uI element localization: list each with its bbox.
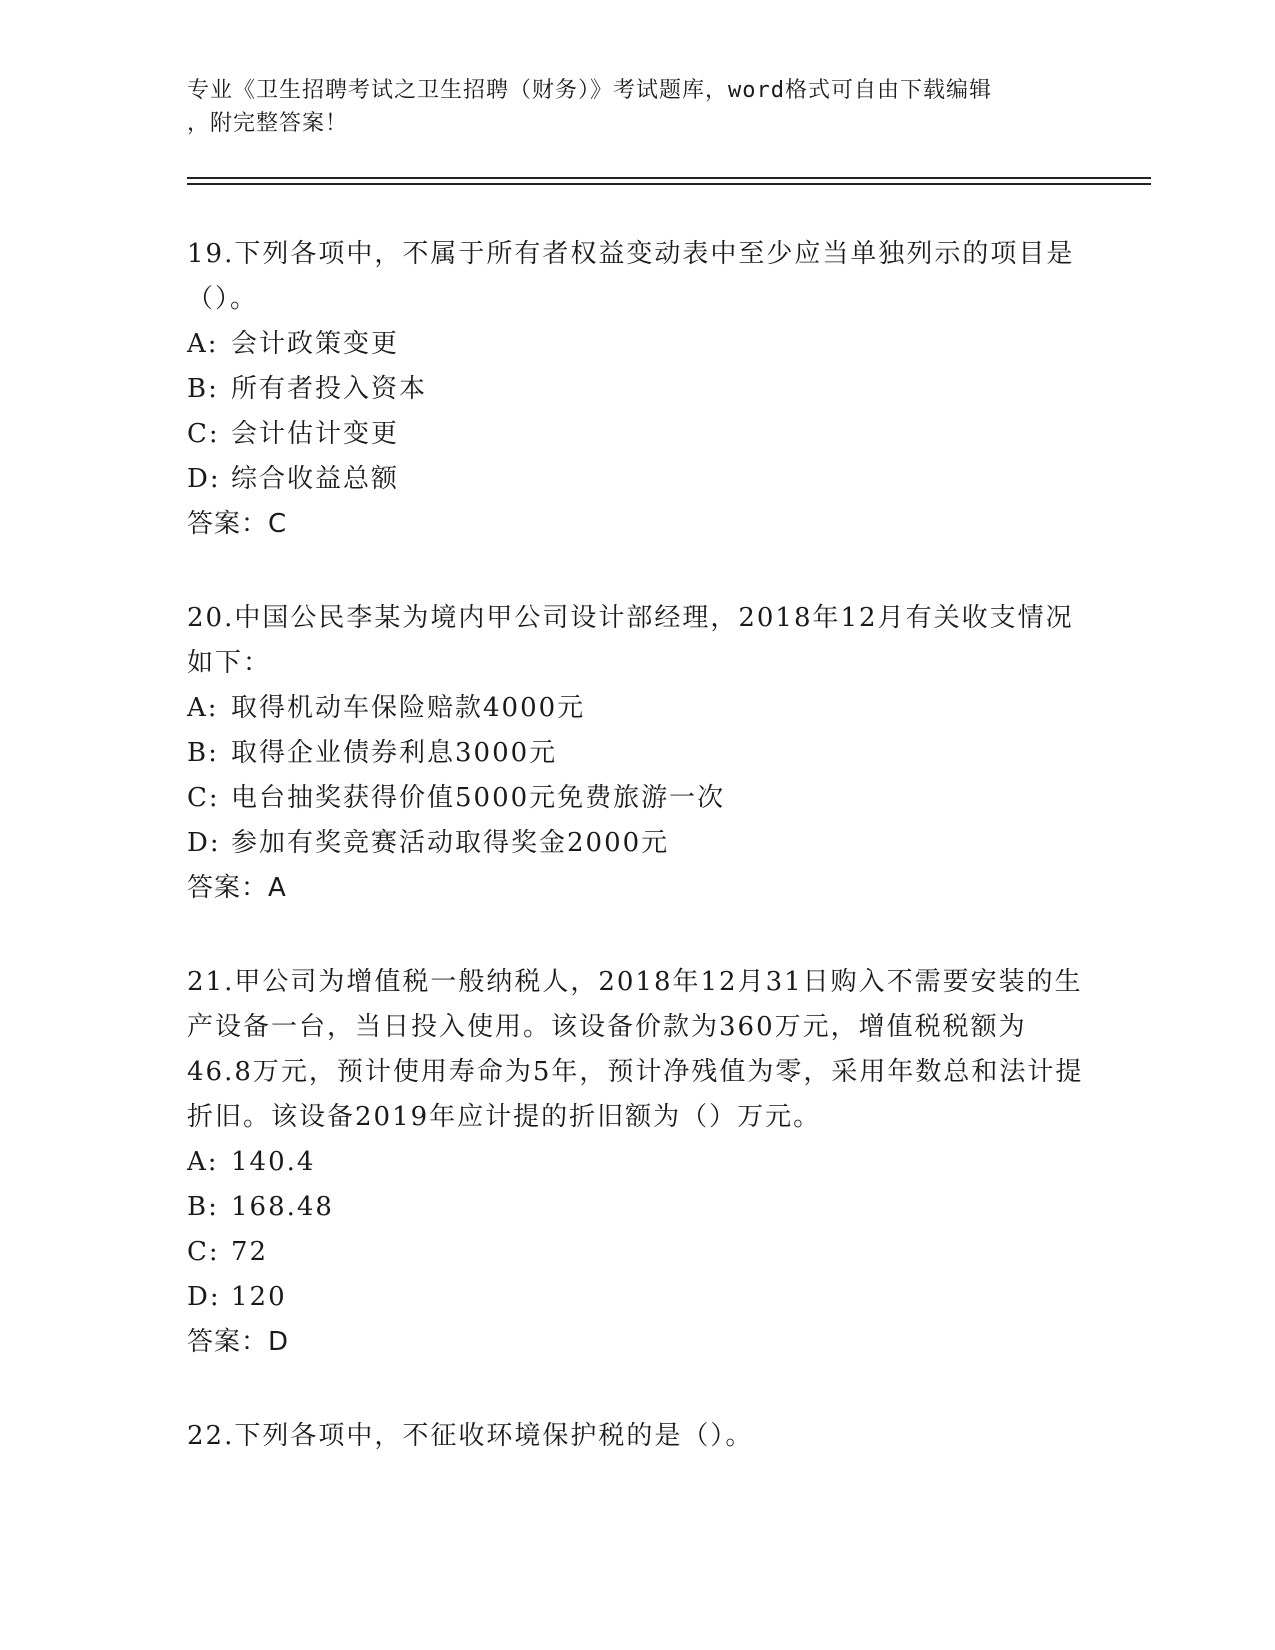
- option-letter: A:: [187, 693, 219, 723]
- question-stem: 20.中国公民李某为境内甲公司设计部经理，2018年12月有关收支情况如下：: [187, 603, 1074, 678]
- option-a: [187, 686, 1087, 731]
- header-line-2: ，附完整答案！: [187, 111, 349, 136]
- answer-line: 答案：C: [187, 509, 288, 539]
- option-a: [187, 1140, 1087, 1185]
- option-b: [187, 367, 1087, 412]
- question-stem: 22.下列各项中，不征收环境保护税的是（）。: [187, 1421, 754, 1451]
- option-letter: D:: [187, 828, 221, 858]
- option-text: 72: [231, 1237, 269, 1267]
- header-divider-top: [187, 177, 1151, 179]
- option-a: [187, 322, 1087, 367]
- option-letter: B:: [187, 738, 219, 768]
- option-text: 168.48: [231, 1192, 334, 1222]
- option-letter: B:: [187, 1192, 219, 1222]
- option-text: 取得企业债券利息3000元: [231, 738, 558, 768]
- option-text: 综合收益总额: [231, 464, 400, 494]
- option-text: 所有者投入资本: [231, 374, 428, 404]
- question-22: [187, 1414, 1087, 1459]
- option-text: 会计估计变更: [231, 419, 400, 449]
- option-text: 取得机动车保险赔款4000元: [231, 693, 586, 723]
- option-b: [187, 731, 1087, 776]
- question-21: [187, 960, 1087, 1365]
- question-stem: 19.下列各项中，不属于所有者权益变动表中至少应当单独列示的项目是（）。: [187, 239, 1075, 314]
- answer-line: 答案：D: [187, 1327, 290, 1357]
- option-d: [187, 1275, 1087, 1320]
- option-text: 电台抽奖获得价值5000元免费旅游一次: [231, 783, 726, 813]
- option-letter: D:: [187, 464, 221, 494]
- answer-line: 答案：A: [187, 873, 287, 903]
- question-20: [187, 596, 1087, 911]
- option-letter: C:: [187, 783, 220, 813]
- option-d: [187, 821, 1087, 866]
- option-c: [187, 1230, 1087, 1275]
- option-c: [187, 776, 1087, 821]
- option-text: 140.4: [231, 1147, 316, 1177]
- option-c: [187, 412, 1087, 457]
- question-19: [187, 232, 1087, 547]
- option-letter: C:: [187, 419, 220, 449]
- option-letter: B:: [187, 374, 219, 404]
- option-b: [187, 1185, 1087, 1230]
- option-letter: D:: [187, 1282, 221, 1312]
- option-text: 会计政策变更: [231, 329, 400, 359]
- option-letter: A:: [187, 1147, 219, 1177]
- header-line-1: 专业《卫生招聘考试之卫生招聘（财务）》考试题库，word格式可自由下载编辑: [187, 78, 992, 103]
- option-d: [187, 457, 1087, 502]
- option-text: 参加有奖竞赛活动取得奖金2000元: [231, 828, 670, 858]
- question-stem: 21.甲公司为增值税一般纳税人，2018年12月31日购入不需要安装的生产设备一台，当日投入使用。该设备价款为360万元，增值税税额为46.8万元，预计使用寿命为5年，预计净残值为零，采用年数总和法计提折旧。该设备2019年应计提的折旧额为（）万元。: [187, 967, 1084, 1132]
- option-text: 120: [231, 1282, 287, 1312]
- option-letter: A:: [187, 329, 219, 359]
- document-header: [187, 74, 1067, 140]
- option-letter: C:: [187, 1237, 220, 1267]
- header-divider-bottom: [187, 183, 1151, 185]
